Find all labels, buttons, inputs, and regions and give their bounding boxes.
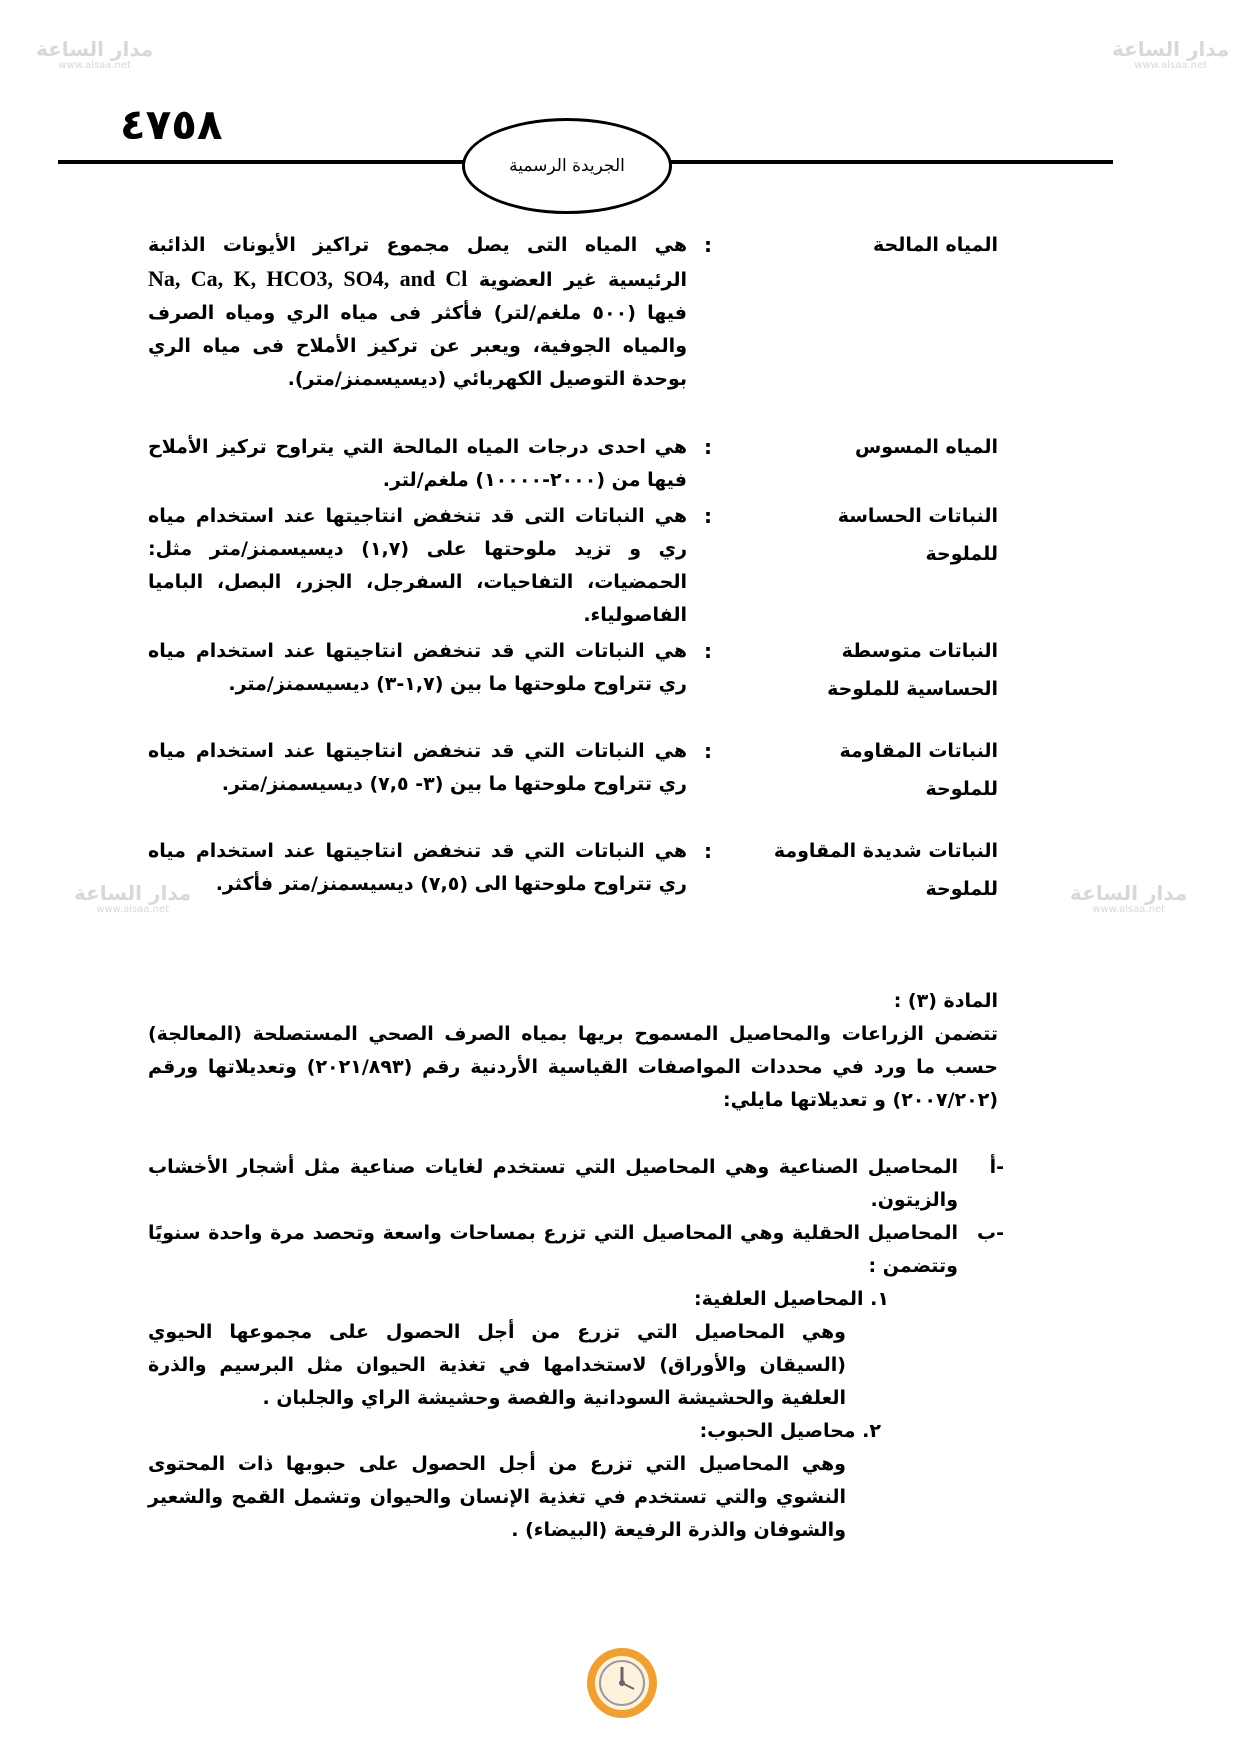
term-saline-water: المياه المالحة xyxy=(873,234,998,256)
article-intro: تتضمن الزراعات والمحاصيل المسموح بريها بمياه الصرف الصحي المستصلحة (المعالجة) حسب ما ورد في محددات المواصفات القياسية الأردنية رقم (٢٠٢١/٨٩٣) وتعديلاتها ورقم (٢٠٠٧/٢٠٢) و تعديلاتها مايلي: xyxy=(148,1023,998,1111)
gazette-title-oval xyxy=(462,118,672,214)
definition-colon: : xyxy=(704,839,712,863)
watermark-url: www.alsaa.net xyxy=(1092,904,1166,915)
watermark-url: www.alsaa.net xyxy=(58,60,132,71)
subitem-grain-crops: وهي المحاصيل التي تزرع من أجل الحصول على حبوبها ذات المحتوى النشوي والتي تستخدم في تغذية الإنسان والحيوان وتشمل القمح والشعير والشوفان والذرة الرفيعة (البيضاء) . xyxy=(148,1453,846,1541)
watermark-top-left xyxy=(36,38,153,72)
watermark-top-right xyxy=(1112,38,1229,72)
article-title: المادة (٣) : xyxy=(893,990,998,1012)
subitem-title-forage: ١. المحاصيل العلفية: xyxy=(693,1288,889,1310)
watermark-name: مدار الساعة xyxy=(1112,37,1230,61)
clock-logo-icon xyxy=(584,1645,660,1721)
definition-colon: : xyxy=(704,233,712,257)
term-highly-resistant-plants: النباتات شديدة المقاومة للملوحة xyxy=(773,840,998,900)
subitem-title-grain: ٢. محاصيل الحبوب: xyxy=(699,1420,881,1442)
term-brackish-water: المياه المسوس xyxy=(855,436,998,458)
watermark-url: www.alsaa.net xyxy=(1134,60,1208,71)
item-marker-b: ب- xyxy=(977,1222,1004,1244)
definition-moderately-sensitive-plants: هي النباتات التي قد تنخفض انتاجيتها عند استخدام مياه ري تتراوح ملوحتها ما بين (١,٧-٣) ديسيسمنز/متر. xyxy=(148,640,687,695)
item-field-crops: المحاصيل الحقلية وهي المحاصيل التي تزرع بمساحات واسعة وتحصد مرة واحدة سنويًا وتتضمن : xyxy=(148,1222,958,1277)
definition-colon: : xyxy=(704,739,712,763)
definition-colon: : xyxy=(704,639,712,663)
ion-list: Na, Ca, K, HCO3, SO4, and Cl xyxy=(148,266,468,291)
definition-sensitive-plants: هي النباتات التى قد تنخفض انتاجيتها عند استخدام مياه ري و تزيد ملوحتها على (١,٧) ديسيسمنز/متر مثل: الحمضيات، التفاحيات، السفرجل، الجزر، البصل، الباميا الفاصولياء. xyxy=(148,505,688,626)
gazette-title: الجريدة الرسمية xyxy=(509,156,625,176)
term-resistant-plants: النباتات المقاومة للملوحة xyxy=(839,740,998,800)
term-moderately-sensitive-plants: النباتات متوسطة الحساسية للملوحة xyxy=(827,640,998,700)
term-sensitive-plants: النباتات الحساسة للملوحة xyxy=(837,505,998,565)
watermark-name: مدار الساعة xyxy=(36,37,154,61)
definition-saline-water xyxy=(148,229,687,396)
watermark-name: مدار الساعة xyxy=(74,881,192,905)
definition-colon: : xyxy=(704,435,712,459)
watermark-url: www.alsaa.net xyxy=(96,904,170,915)
page-number: ٤٧٥٨ xyxy=(120,100,223,149)
subitem-forage-crops: وهي المحاصيل التي تزرع من أجل الحصول على مجموعها الحيوي (السيقان والأوراق) لاستخدامها في تغذية الحيوان مثل البرسيم والذرة العلفية والحشيشة السودانية والفصة وحشيشة الراي والجلبان . xyxy=(148,1321,846,1409)
definition-colon: : xyxy=(704,504,712,528)
item-industrial-crops: المحاصيل الصناعية وهي المحاصيل التي تستخدم لغايات صناعية مثل أشجار الأخشاب والزيتون. xyxy=(148,1156,958,1211)
definition-highly-resistant-plants: هي النباتات التي قد تنخفض انتاجيتها عند استخدام مياه ري تتراوح ملوحتها الى (٧,٥) ديسيسمنز/متر فأكثر. xyxy=(148,840,687,895)
definition-brackish-water: هي احدى درجات المياه المالحة التي يتراوح تركيز الأملاح فيها من (٢٠٠٠-١٠٠٠٠) ملغم/لتر. xyxy=(148,436,687,491)
item-marker-a: أ- xyxy=(989,1156,1004,1178)
definition-resistant-plants: هي النباتات التي قد تنخفض انتاجيتها عند استخدام مياه ري تتراوح ملوحتها ما بين (٣- ٧,٥) ديسيسمنز/متر. xyxy=(148,740,687,795)
watermark-name: مدار الساعة xyxy=(1070,881,1188,905)
definition-text: فيها (٥٠٠ ملغم/لتر) فأكثر فى مياه الري ومياه الصرف والمياه الجوفية، ويعبر عن تركيز الأملاح فى مياه الري بوحدة التوصيل الكهربائي (ديسيسمنز/متر). xyxy=(148,302,687,390)
watermark-middle-right xyxy=(1070,882,1187,916)
definition-text: هي المياه التى يصل مجموع تراكيز الأيونات الذائبة الرئيسية غير العضوية xyxy=(148,234,687,291)
